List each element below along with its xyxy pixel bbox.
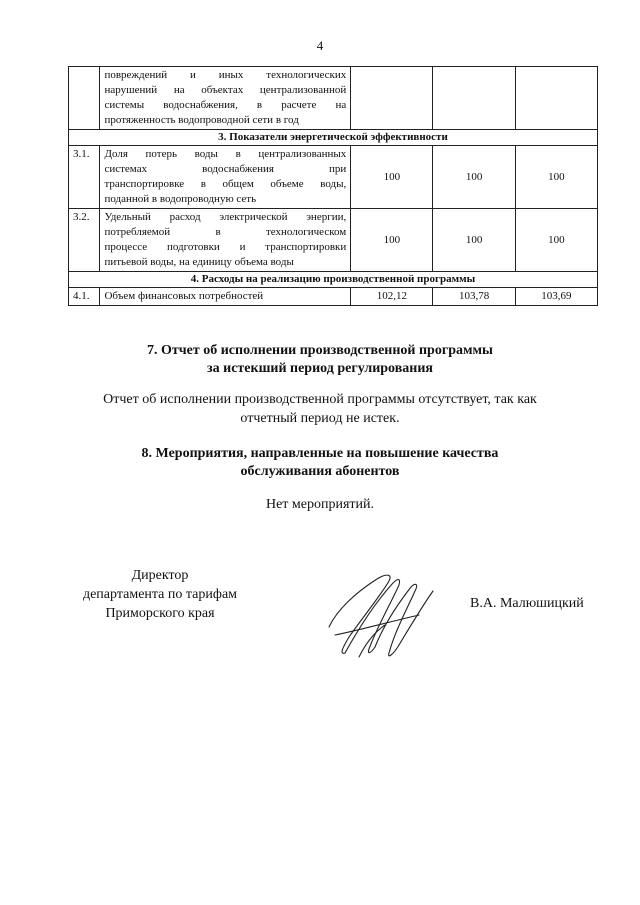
value-cell: 100 — [515, 146, 597, 209]
description-cell — [100, 146, 351, 209]
value-cell: 100 — [433, 209, 515, 272]
value-cell: 100 — [515, 209, 597, 272]
description-cell — [100, 209, 351, 272]
heading-line: 8. Мероприятия, направленные на повышение качества — [141, 446, 499, 461]
section-header-row — [69, 272, 598, 288]
table-row — [69, 209, 598, 272]
section-3-title: 3. Показатели энергетической эффективности — [69, 130, 598, 146]
value-cell: 103,69 — [515, 288, 597, 306]
description-line: Удельный расход электрической энергии, — [104, 211, 347, 223]
description-line: нарушений на объектах централизованной — [104, 84, 347, 96]
table-row — [69, 67, 598, 130]
heading-line: обслуживания абонентов — [240, 464, 400, 479]
page-number: 4 — [316, 38, 324, 53]
row-number-cell — [69, 67, 100, 130]
description-line: транспортировке в общем объеме воды, — [104, 178, 347, 190]
signatory-line: департамента по тарифам — [82, 587, 238, 602]
value-cell: 100 — [433, 146, 515, 209]
description-line: поданной в водопроводную сеть — [104, 193, 257, 205]
description-line: системах водоснабжения при — [104, 163, 347, 175]
section-7-heading — [0, 342, 640, 378]
heading-line: 7. Отчет об исполнении производственной программы — [146, 343, 493, 358]
indicators-table — [68, 66, 598, 306]
section-8-text: Нет мероприятий. — [265, 497, 375, 512]
description-line: потребляемой в технологическом — [104, 226, 347, 238]
section-4-title: 4. Расходы на реализацию производственной программы — [69, 272, 598, 288]
text-line: Отчет об исполнении производственной программы отсутствует, так как — [103, 392, 537, 407]
description-line: процессе подготовки и транспортировки — [104, 241, 347, 253]
table-row — [69, 288, 598, 306]
handwritten-signature — [315, 565, 445, 665]
signatory-line: Директор — [131, 568, 189, 583]
signatory-name: В.А. Малюшицкий — [470, 596, 584, 611]
value-cell: 102,12 — [351, 288, 433, 306]
description-line: питьевой воды, на единицу объема воды — [104, 256, 294, 268]
row-number-cell: 3.2. — [69, 209, 100, 272]
value-cell — [515, 67, 597, 130]
heading-line: за истекший период регулирования — [207, 361, 433, 376]
text-line: отчетный период не истек. — [240, 411, 400, 426]
description-cell: Объем финансовых потребностей — [100, 288, 351, 306]
description-line: повреждений и иных технологических — [104, 69, 347, 81]
signatory-title — [60, 566, 260, 623]
value-cell: 103,78 — [433, 288, 515, 306]
row-number-cell: 4.1. — [69, 288, 100, 306]
value-cell — [351, 67, 433, 130]
section-7-text — [0, 390, 640, 428]
table-row — [69, 146, 598, 209]
value-cell: 100 — [351, 209, 433, 272]
description-line: системы водоснабжения, в расчете на — [104, 99, 347, 111]
section-8-heading — [0, 445, 640, 481]
description-cell — [100, 67, 351, 130]
row-number-cell: 3.1. — [69, 146, 100, 209]
section-header-row — [69, 130, 598, 146]
description-line: протяженность водопроводной сети в год — [104, 114, 299, 126]
value-cell — [433, 67, 515, 130]
description-line: Доля потерь воды в централизованных — [104, 148, 347, 160]
signatory-line: Приморского края — [105, 606, 215, 621]
value-cell: 100 — [351, 146, 433, 209]
